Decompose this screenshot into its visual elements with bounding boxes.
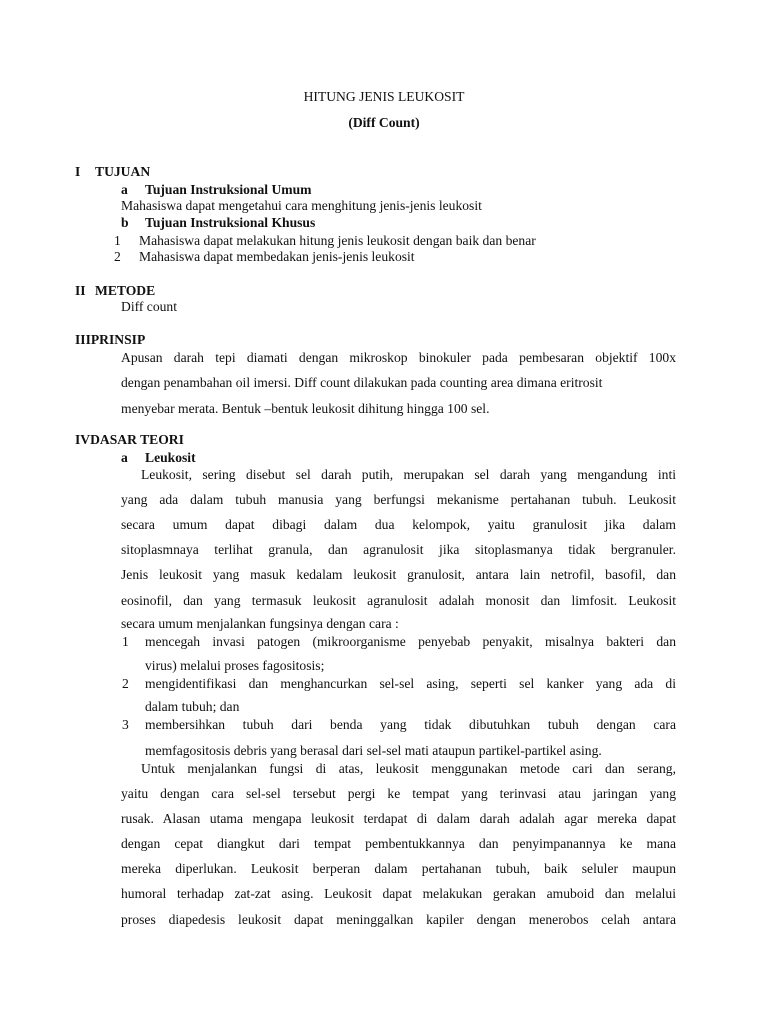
- section-1b-label: b: [121, 215, 129, 230]
- document-subtitle: (Diff Count): [348, 115, 420, 130]
- document-title: HITUNG JENIS LEUKOSIT: [303, 89, 465, 104]
- section-1-title: TUJUAN: [95, 164, 151, 179]
- list-item-text: Mahasiswa dapat membedakan jenis-jenis leukosit: [139, 249, 415, 264]
- paragraph-line: eosinofil, dan yang termasuk leukosit agranulosit adalah monosit dan limfosit. Leukosit: [121, 593, 676, 608]
- paragraph-line: humoral terhadap zat-zat asing. Leukosit dapat melakukan gerakan amuboid dan melalui: [121, 886, 676, 901]
- section-1a-text: Mahasiswa dapat mengetahui cara menghitung jenis-jenis leukosit: [121, 198, 482, 213]
- paragraph-line: yaitu dengan cara sel-sel tersebut pergi ke tempat yang terinvasi atau jaringan yang: [121, 786, 676, 801]
- list-item-number: 2: [114, 249, 121, 264]
- paragraph-line: Untuk menjalankan fungsi di atas, leukosit menggunakan metode cari dan serang,: [141, 761, 676, 776]
- section-2-text: Diff count: [121, 299, 178, 314]
- paragraph-line: secara umum dapat dibagi dalam dua kelompok, yaitu granulosit jika dalam: [121, 517, 676, 532]
- section-2-number: II: [75, 283, 86, 298]
- paragraph-line: rusak. Alasan utama mengapa leukosit terdapat di dalam darah adalah agar mereka dapat: [121, 811, 676, 826]
- paragraph-line: dengan penambahan oil imersi. Diff count dilakukan pada counting area dimana eritrosit: [121, 375, 603, 390]
- paragraph-line: dengan cepat diangkut dari tempat pembentukkannya dan penyimpanannya ke mana: [121, 836, 676, 851]
- list-item-text: virus) melalui proses fagositosis;: [145, 658, 325, 673]
- paragraph-line: menyebar merata. Bentuk –bentuk leukosit dihitung hingga 100 sel.: [121, 401, 490, 416]
- paragraph-line: sitoplasmnaya terlihat granula, dan agranulosit jika sitoplasmanya tidak bergranuler.: [121, 542, 676, 557]
- list-item-text: Mahasiswa dapat melakukan hitung jenis leukosit dengan baik dan benar: [139, 233, 536, 248]
- list-item-text: mengidentifikasi dan menghancurkan sel-sel asing, seperti sel kanker yang ada di: [145, 676, 676, 691]
- paragraph-line: secara umum menjalankan fungsinya dengan cara :: [121, 616, 399, 631]
- paragraph-line: yang ada dalam tubuh manusia yang berfungsi mekanisme pertahanan tubuh. Leukosit: [121, 492, 676, 507]
- section-4a-title: Leukosit: [145, 450, 196, 465]
- section-3-heading: IIIPRINSIP: [75, 332, 146, 347]
- paragraph-line: mereka diperlukan. Leukosit berperan dalam pertahanan tubuh, baik seluler maupun: [121, 861, 676, 876]
- list-item-number: 2: [122, 676, 129, 691]
- section-1b-title: Tujuan Instruksional Khusus: [145, 215, 316, 230]
- paragraph-line: Jenis leukosit yang masuk kedalam leukosit granulosit, antara lain netrofil, basofil, dan: [121, 567, 676, 582]
- list-item-text: memfagositosis debris yang berasal dari sel-sel mati ataupun partikel-partikel asing.: [145, 743, 602, 758]
- list-item-text: mencegah invasi patogen (mikroorganisme penyebab penyakit, misalnya bakteri dan: [145, 634, 676, 649]
- section-4a-label: a: [121, 450, 128, 465]
- list-item-text: membersihkan tubuh dari benda yang tidak dibutuhkan tubuh dengan cara: [145, 717, 676, 732]
- paragraph-line: Apusan darah tepi diamati dengan mikroskop binokuler pada pembesaran objektif 100x: [121, 350, 676, 365]
- list-item-text: dalam tubuh; dan: [145, 699, 240, 714]
- list-item-number: 1: [122, 634, 129, 649]
- section-2-title: METODE: [95, 283, 156, 298]
- section-1a-label: a: [121, 182, 128, 197]
- list-item-number: 1: [114, 233, 121, 248]
- paragraph-line: Leukosit, sering disebut sel darah putih, merupakan sel darah yang mengandung inti: [141, 467, 676, 482]
- section-1a-title: Tujuan Instruksional Umum: [145, 182, 312, 197]
- section-4-heading: IVDASAR TEORI: [75, 432, 184, 447]
- section-1-number: I: [75, 164, 81, 179]
- paragraph-line: proses diapedesis leukosit dapat meninggalkan kapiler dengan menerobos celah antara: [121, 912, 676, 927]
- list-item-number: 3: [122, 717, 129, 732]
